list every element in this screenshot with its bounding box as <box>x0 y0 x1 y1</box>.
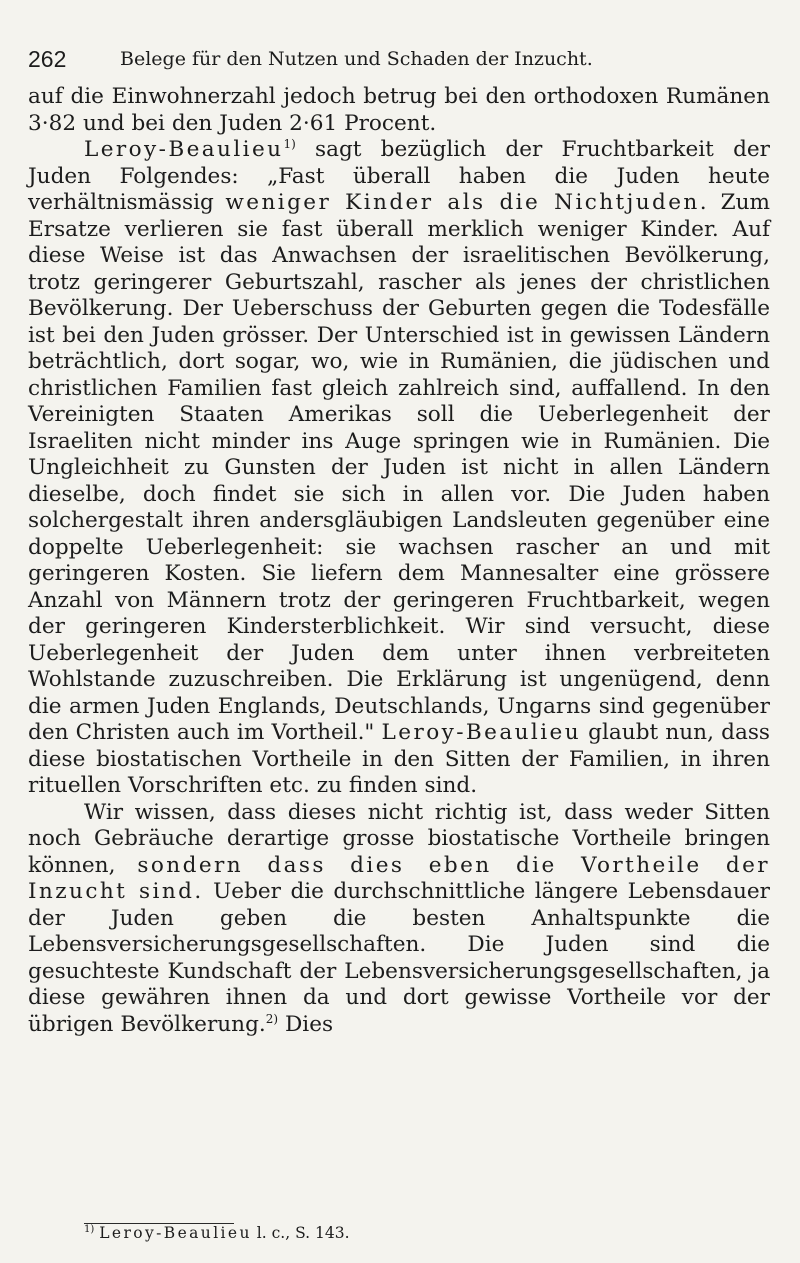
author-name: Leroy-Beaulieu <box>99 1224 252 1242</box>
footnote-mark: 1) <box>84 1223 95 1235</box>
emphasized-text: weniger Kinder als die Nichtjuden. <box>225 190 710 215</box>
page-header <box>28 47 768 72</box>
emphasized-text: sondern dass dies eben die Vortheile der Inzucht sind. <box>28 852 770 904</box>
footnotes <box>84 1224 774 1243</box>
footnote-ref: 1) <box>283 136 296 151</box>
footnote-text: l. c., S. 143. <box>251 1224 350 1242</box>
paragraph-3 <box>28 800 770 1039</box>
running-title: Belege für den Nutzen und Schaden der Inzucht. <box>120 48 593 70</box>
paragraph-text: auf die Einwohnerzahl jedoch betrug bei den orthodoxen Rumänen 3·82 und bei den Juden 2·61 Procent. <box>28 84 770 136</box>
paragraph-text: Dies <box>278 1011 334 1037</box>
paragraph-2 <box>28 137 770 800</box>
paragraph-text: Zum Ersatze verlieren sie fast überall merklich weniger Kinder. Auf diese Weise ist das Anwachsen der israelitischen Bevölkerung, trotz geringerer Geburtszahl, rascher als jenes der christlichen Bevölkerung. Der Ueberschuss der Geburten gegen die Todesfälle ist bei den Juden grösser. Der Unterschied ist in gewissen Ländern beträchtlich, dort sogar, wo, wie in Rumänien, die jüdischen und christlichen Familien fast gleich zahlreich sind, auffallend. In den Vereinigten Staaten Amerikas soll die Ueberlegenheit der Israeliten nicht minder ins Auge springen wie in Rumänien. Die Ungleichheit zu Gunsten der Juden ist nicht in allen Ländern dieselbe, doch findet sie sich in allen vor. Die Juden haben solchergestalt ihren andersgläubigen Landsleuten gegenüber eine doppelte Ueberlegenheit: sie wachsen rascher an und mit geringeren Kosten. Sie liefern dem Mannesalter eine grössere Anzahl von Männern trotz der geringeren Fruchtbarkeit, wegen der geringeren Kindersterblichkeit. Wir sind versucht, diese Ueberlegenheit der Juden dem unter ihnen verbreiteten Wohlstande zuzuschreiben. Die Erklärung ist ungenügend, denn die armen Juden Englands, Deutschlands, Ungarns sind gegenüber den Christen auch im Vortheil." <box>28 190 770 745</box>
paragraph-text: sagt bezüglich der Fruchtbarkeit der Juden Folgendes: „Fast überall haben die Juden heute verhältnismässig <box>28 137 770 215</box>
body-text <box>28 84 770 1038</box>
footnote-1 <box>84 1224 774 1243</box>
paragraph-text: glaubt nun, dass diese biostatischen Vortheile in den Sitten der Familien, in ihren rituellen Vorschriften etc. zu finden sind. <box>28 720 770 798</box>
paragraph-1 <box>28 84 770 137</box>
footnote-ref: 2) <box>265 1011 279 1026</box>
page-number: 262 <box>28 46 67 72</box>
author-name: Leroy-Beaulieu <box>381 720 582 745</box>
paragraph-text: Ueber die durchschnittliche längere Lebensdauer der Juden geben die besten Anhaltspunkte die Lebensversicherungsgesellschaften. Die Juden sind die gesuchteste Kundschaft der Lebensversicherungsgesellschaften, ja diese gewähren ihnen da und dort gewisse Vortheile vor der übrigen Bevölkerung. <box>28 879 771 1037</box>
author-name: Leroy-Beaulieu <box>84 137 284 162</box>
paragraph-text: Wir wissen, dass dieses nicht richtig ist, dass weder Sitten noch Gebräuche derartige grosse biostatische Vortheile bringen können, <box>28 799 770 878</box>
